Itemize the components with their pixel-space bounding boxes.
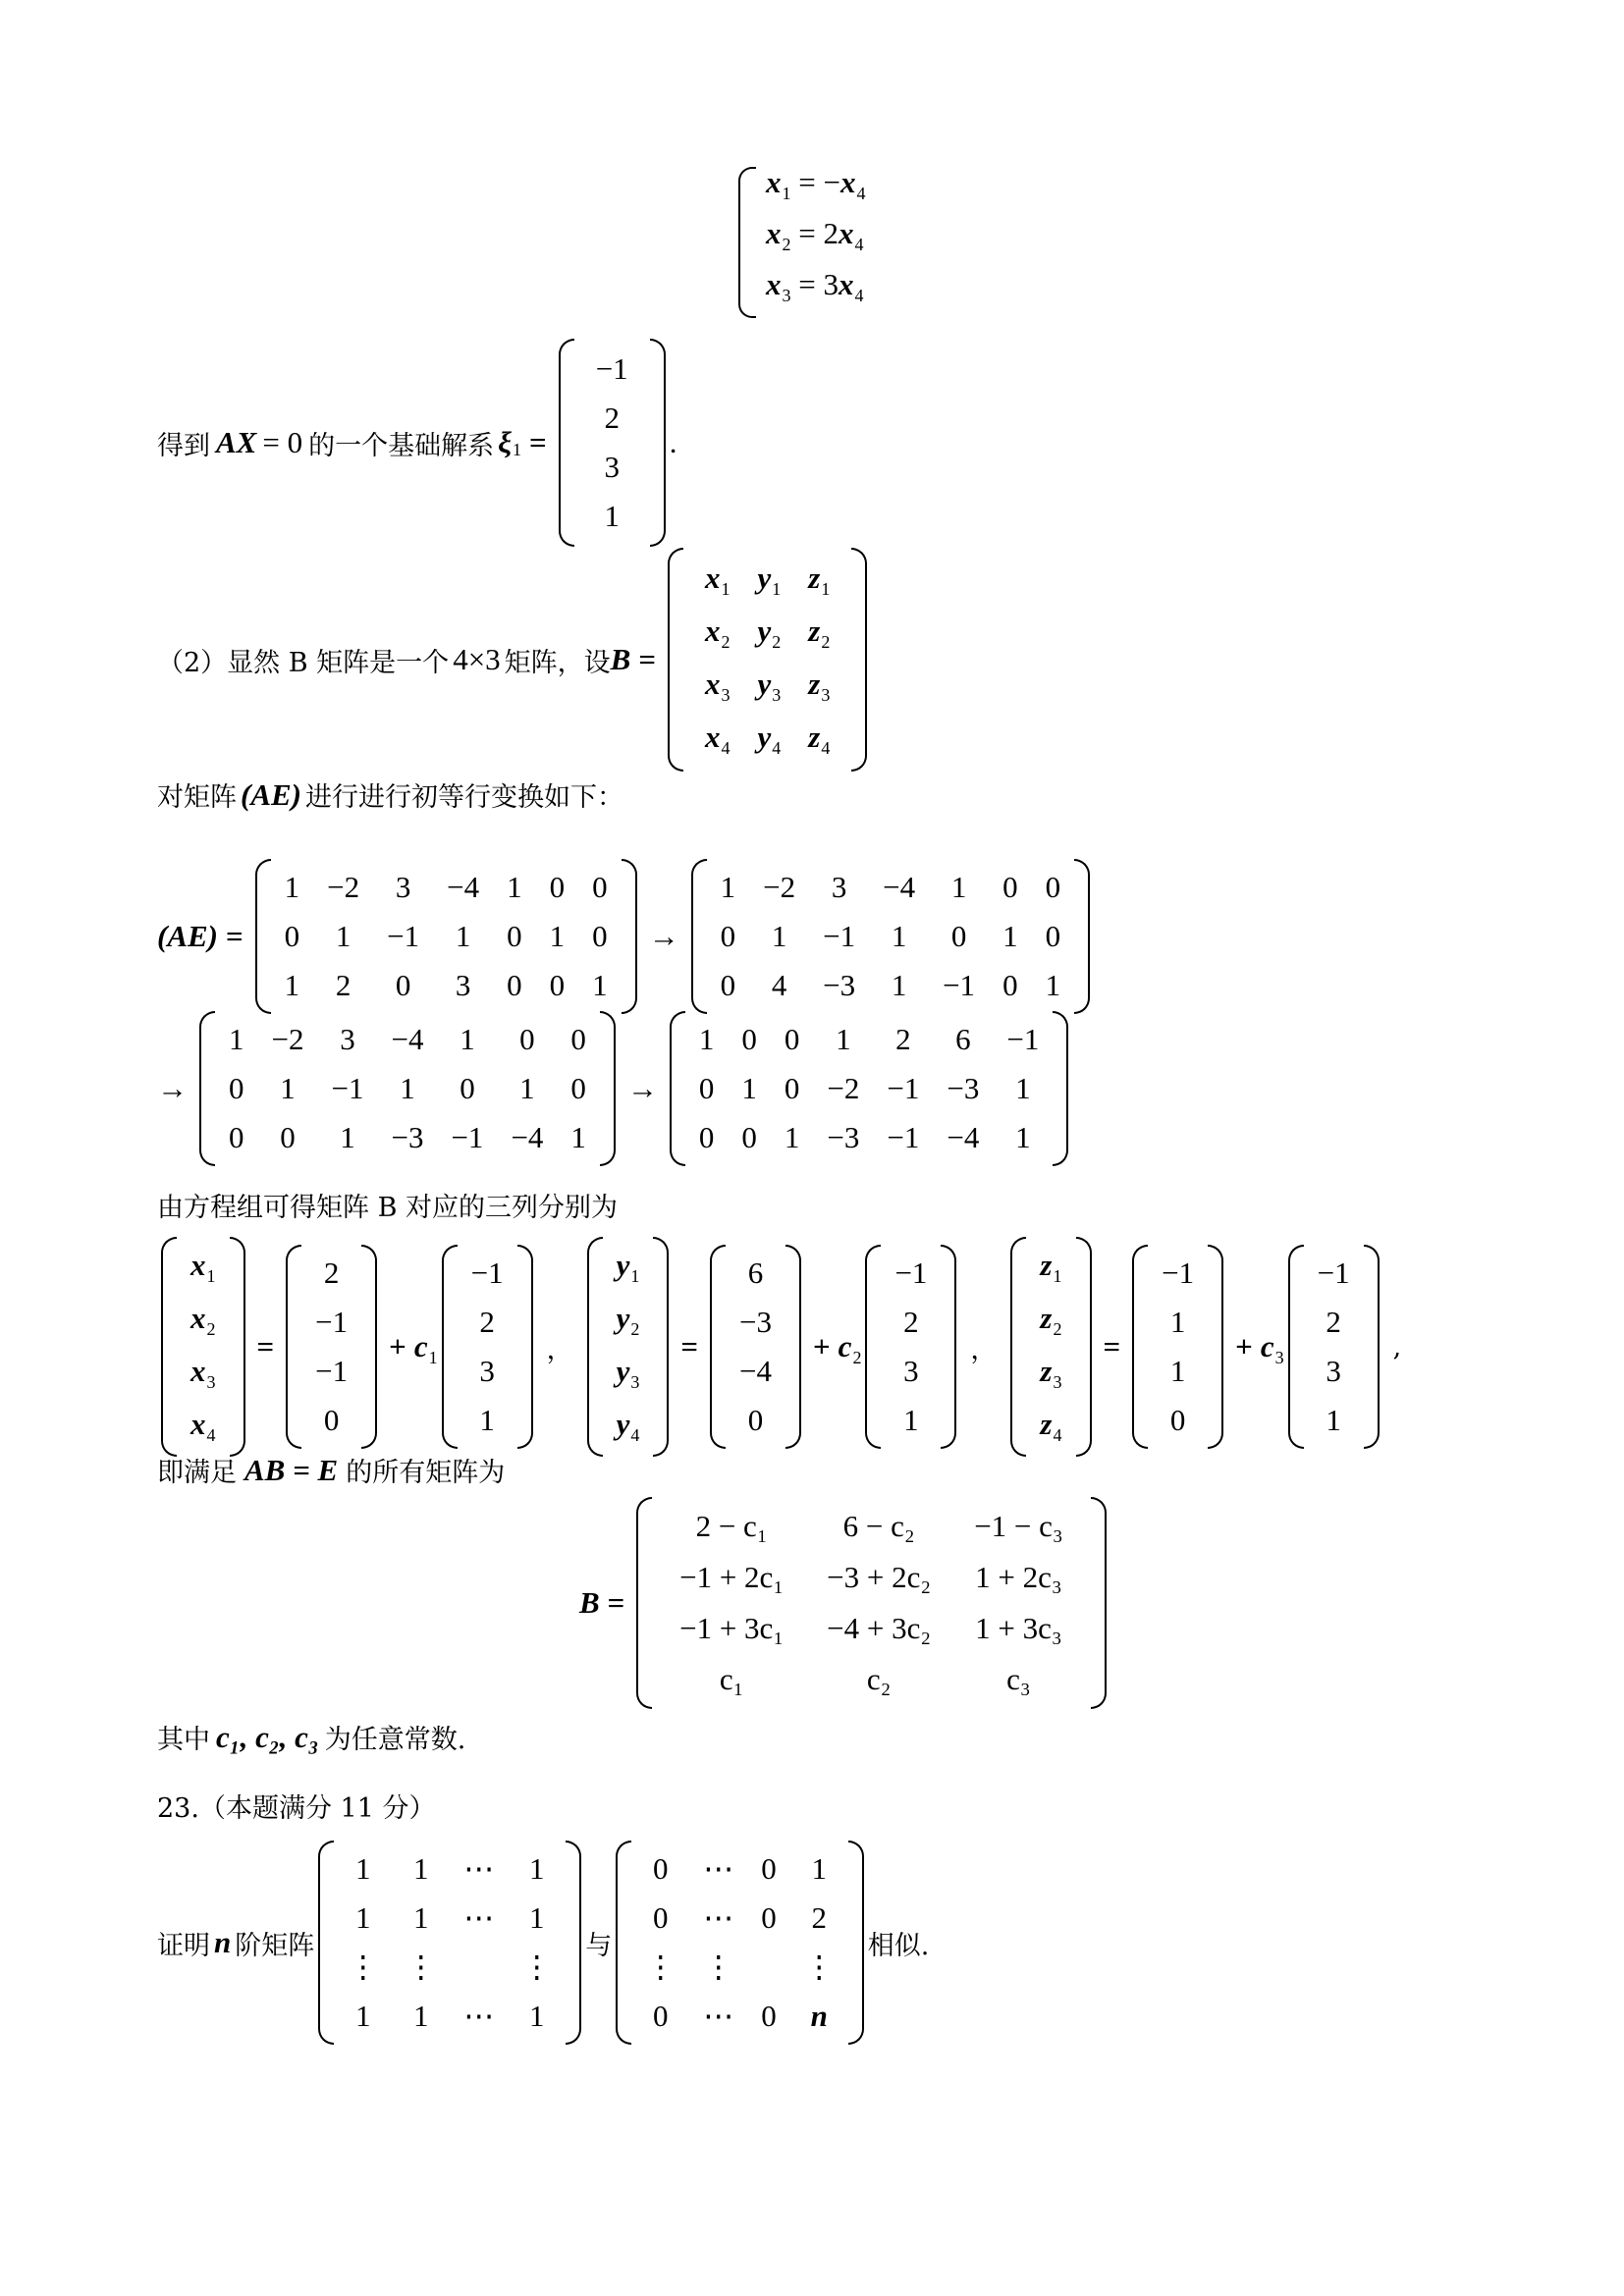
- matrix-cell: $x_4$: [190, 1407, 216, 1445]
- matrix-cell: $x_1$: [190, 1248, 216, 1286]
- matrix-cell: 0: [519, 1022, 535, 1056]
- b-entry: 6 − c₂: [842, 1509, 915, 1543]
- transform-row-2: [157, 1011, 1072, 1166]
- text-prefix: （2）显然 B 矩阵是一个: [157, 647, 450, 678]
- matrix-cell: 1: [284, 870, 300, 904]
- matrix-cell: −1: [451, 1120, 484, 1154]
- math-ax: AX: [216, 425, 257, 459]
- b-general-matrix: [636, 1497, 1107, 1709]
- matrix-cell: 3: [340, 1022, 355, 1056]
- matrix-cell: 1: [698, 1022, 715, 1056]
- matrix-3: [199, 1011, 616, 1166]
- math-c2: $c_2$: [838, 1329, 862, 1367]
- b-entry: 1 + 2c₃: [975, 1560, 1062, 1594]
- matrix-cell: $z_1$: [808, 561, 831, 599]
- z-particular: [1132, 1245, 1223, 1449]
- matrix-cell: 0: [950, 919, 967, 953]
- x-vector: [161, 1237, 245, 1457]
- matrix-cell: $x_1$: [705, 561, 731, 599]
- matrix-cell: 1: [903, 1403, 919, 1437]
- matrix-cell: 1: [1045, 968, 1061, 1002]
- b-entry: c₂: [866, 1662, 892, 1696]
- matrix-cell: 1: [460, 1022, 475, 1056]
- matrix-cell: 2: [895, 1022, 911, 1056]
- matrix-cell: 0: [323, 1403, 340, 1437]
- matrix-cell: 1: [507, 870, 522, 904]
- y-vector: [587, 1237, 670, 1457]
- y-particular: [710, 1245, 801, 1449]
- matrix-cell: 1: [592, 968, 608, 1002]
- arrow-3: →: [626, 1071, 658, 1105]
- transform-row-1: (AE) = 1 −2 3 −4 1 0 0 0 1 −1 1 0 1 0 1 2 0 3 0 0 1 → 1 −2 3 −4 1 0 0 0 1 −1 1 0 1 0 0 4 −3 1 −1 0 1: [157, 859, 1094, 1014]
- matrix-cell: −1: [823, 919, 856, 953]
- matrix-cell: $x_3$: [190, 1354, 216, 1392]
- matrix-cell: ⋮: [406, 1949, 437, 1984]
- system-eq-3: $x_3 = 3x_4$: [766, 267, 864, 305]
- matrix-cell: 2: [604, 400, 620, 435]
- matrix-cell: 0: [720, 968, 736, 1002]
- matrix-cell: 1: [1169, 1305, 1186, 1339]
- matrix-cell: 6: [747, 1255, 764, 1290]
- columns-intro: 由方程组可得矩阵 B 对应的三列分别为: [157, 1193, 619, 1223]
- matrix-cell: 0: [284, 919, 300, 953]
- matrix-cell: −3: [391, 1120, 424, 1154]
- matrix-cell: 0: [784, 1071, 800, 1105]
- matrix-cell: −3: [823, 968, 856, 1002]
- problem-23-title: 23.（本题满分 11 分）: [157, 1793, 436, 1824]
- matrix-cell: 1: [529, 1999, 545, 2033]
- matrix-cell: 0: [570, 1071, 586, 1105]
- matrix-cell: 0: [280, 1120, 296, 1154]
- matrix-cell: −2: [763, 870, 796, 904]
- math-eq0: = 0: [262, 425, 303, 459]
- system-eq-2: $x_2 = 2x_4$: [766, 216, 864, 254]
- define-b-line: （2）显然 B 矩阵是一个 4×3 矩阵，设 B = $x_1$ $y_1$ $z_1$ $x_2$ $y_2$ $z_2$ $x_3$ $y_3$ $z_3$ $x_4$ $y_4$ $z_4$: [157, 548, 871, 772]
- matrix-cell: 0: [592, 870, 608, 904]
- matrix-cell: 0: [460, 1071, 475, 1105]
- matrix-cell: $z_3$: [1040, 1354, 1062, 1392]
- matrix-cell: 0: [653, 1999, 669, 2033]
- last-col-matrix: [616, 1841, 864, 2045]
- matrix-cell: 1: [1015, 1071, 1031, 1105]
- matrix-cell: −2: [327, 870, 360, 904]
- matrix-cell: $z_4$: [808, 720, 831, 758]
- b-entry: c₁: [719, 1662, 744, 1696]
- matrix-cell: 1: [720, 870, 736, 904]
- matrix-cell: 1: [950, 870, 967, 904]
- math-b-label: B =: [579, 1585, 625, 1620]
- matrix-cell: −1: [943, 968, 976, 1002]
- math-dim: 4×3: [453, 642, 501, 676]
- matrix-cell: 1: [355, 1851, 371, 1886]
- matrix-cell: −3: [947, 1071, 980, 1105]
- matrix-cell: 3: [479, 1354, 495, 1388]
- arrow-2: →: [157, 1071, 188, 1105]
- matrix-cell: 1: [413, 1999, 429, 2033]
- matrix-cell: ⋯: [703, 1851, 734, 1886]
- matrix-cell: $y_4$: [757, 720, 782, 758]
- matrix-cell: 6: [955, 1022, 971, 1056]
- matrix-cell: 1: [479, 1403, 495, 1437]
- matrix-cell: 1: [604, 499, 620, 533]
- matrix-cell: 0: [570, 1022, 586, 1056]
- matrix-cell: ⋯: [703, 1900, 734, 1935]
- matrix-cell: −1: [331, 1071, 364, 1105]
- b-general-solution: [579, 1497, 1110, 1709]
- matrix-cell: −3: [739, 1305, 772, 1339]
- matrix-cell: −1: [387, 919, 420, 953]
- matrix-cell: 1: [1015, 1120, 1031, 1154]
- matrix-cell: 1: [413, 1851, 429, 1886]
- matrix-cell: 0: [653, 1900, 669, 1935]
- matrix-cell: 2: [335, 968, 352, 1002]
- matrix-cell: $y_1$: [757, 561, 782, 599]
- system-brace: [738, 167, 756, 318]
- matrix-cell: −1: [894, 1255, 928, 1290]
- matrix-cell: 0: [229, 1071, 244, 1105]
- matrix-cell: −1: [315, 1305, 349, 1339]
- matrix-cell: 0: [784, 1022, 800, 1056]
- matrix-cell: ⋯: [463, 1900, 495, 1935]
- system-eq-1: $x_1 = -x_4$: [766, 165, 866, 203]
- math-n: n: [214, 1925, 232, 1959]
- matrix-cell: 1: [891, 919, 907, 953]
- matrix-cell: $z_4$: [1040, 1407, 1062, 1445]
- matrix-cell: −1: [470, 1255, 504, 1290]
- matrix-cell: 0: [761, 1900, 777, 1935]
- matrix-cell: n: [810, 1999, 828, 2033]
- matrix-cell: 0: [698, 1071, 715, 1105]
- matrix-cell: 1: [836, 1022, 851, 1056]
- matrix-cell: −1: [887, 1071, 920, 1105]
- math-ab-e: AB = E: [244, 1452, 339, 1487]
- math-constants: c₁, c₂, c₃: [216, 1719, 319, 1754]
- b-entry: −3 + 2c₂: [827, 1560, 932, 1594]
- text-prefix: 得到: [157, 430, 210, 461]
- matrix-cell: ⋮: [703, 1949, 734, 1984]
- matrix-cell: 0: [698, 1120, 715, 1154]
- matrix-cell: 1: [1002, 919, 1018, 953]
- matrix-cell: $z_1$: [1040, 1248, 1062, 1286]
- matrix-cell: 1: [811, 1851, 827, 1886]
- matrix-cell: 1: [400, 1071, 415, 1105]
- matrix-cell: $x_3$: [705, 667, 731, 705]
- matrix-cell: $z_2$: [1040, 1301, 1062, 1339]
- matrix-cell: 3: [455, 968, 471, 1002]
- matrix-cell: −1: [1162, 1255, 1195, 1290]
- matrix-cell: 0: [507, 968, 522, 1002]
- matrix-cell: 1: [529, 1851, 545, 1886]
- matrix-cell: 0: [592, 919, 608, 953]
- matrix-cell: 0: [395, 968, 411, 1002]
- matrix-cell: 1: [355, 1999, 371, 2033]
- math-b: B: [610, 642, 631, 676]
- matrix-cell: $y_4$: [616, 1407, 640, 1445]
- row-op-intro: 对矩阵 (AE) 进行进行初等行变换如下：: [157, 776, 623, 813]
- matrix-cell: ⋮: [348, 1949, 379, 1984]
- matrix-cell: $y_1$: [616, 1248, 640, 1286]
- matrix-cell: 0: [1002, 968, 1018, 1002]
- matrix-cell: −1: [1006, 1022, 1040, 1056]
- b-entry: −1 + 2c₁: [679, 1560, 785, 1594]
- matrix-cell: $x_2$: [190, 1301, 216, 1339]
- matrix-cell: 3: [1326, 1354, 1341, 1388]
- matrix-cell: −4: [883, 870, 916, 904]
- matrix-cell: 1: [355, 1900, 371, 1935]
- matrix-cell: 0: [549, 968, 566, 1002]
- matrix-cell: 1: [1169, 1354, 1186, 1388]
- matrix-cell: $x_2$: [705, 614, 731, 652]
- matrix-cell: 3: [604, 450, 620, 484]
- matrix-1: [255, 859, 637, 1014]
- z-homogeneous: [1288, 1245, 1380, 1449]
- matrix-cell: 0: [1002, 870, 1018, 904]
- b-entry: c₃: [1006, 1662, 1031, 1696]
- matrix-cell: 1: [570, 1120, 586, 1154]
- matrix-cell: 1: [891, 968, 907, 1002]
- matrix-cell: $y_3$: [616, 1354, 640, 1392]
- matrix-cell: ⋮: [803, 1949, 835, 1984]
- matrix-cell: 2: [811, 1900, 827, 1935]
- b-matrix-xyz: [668, 548, 867, 772]
- text-mid: 矩阵，设: [504, 647, 611, 678]
- matrix-cell: 3: [903, 1354, 919, 1388]
- matrix-2: [691, 859, 1090, 1014]
- x-homogeneous: [442, 1245, 533, 1449]
- y-homogeneous: [865, 1245, 956, 1449]
- ones-matrix: [318, 1841, 581, 2045]
- matrix-cell: ⋯: [703, 1999, 734, 2033]
- matrix-cell: 1: [519, 1071, 535, 1105]
- math-c1: $c_1$: [413, 1329, 438, 1367]
- matrix-cell: 1: [335, 919, 352, 953]
- matrix-cell: $x_4$: [705, 720, 731, 758]
- matrix-cell: 0: [741, 1120, 757, 1154]
- matrix-cell: ⋯: [463, 1851, 495, 1886]
- matrix-cell: 1: [529, 1900, 545, 1935]
- b-entry: −4 + 3c₂: [827, 1611, 932, 1645]
- matrix-cell: 0: [1045, 919, 1061, 953]
- arrow-1: →: [648, 919, 679, 953]
- matrix-cell: 0: [720, 919, 736, 953]
- matrix-cell: 0: [507, 919, 522, 953]
- matrix-cell: $z_3$: [808, 667, 831, 705]
- matrix-cell: ⋮: [645, 1949, 677, 1984]
- b-entry: 2 − c₁: [695, 1509, 768, 1543]
- matrix-cell: 0: [761, 1999, 777, 2033]
- matrix-cell: 1: [280, 1071, 296, 1105]
- matrix-cell: $y_2$: [757, 614, 782, 652]
- problem-23-statement: 证明 n 阶矩阵 1 1 ⋯ 1 1 1 ⋯ 1 ⋮ ⋮ ⋮ 1 1 ⋯ 1 与 0 ⋯ 0 1 0 ⋯ 0 2 ⋮ ⋮ ⋮ 0 ⋯ 0 n 相似.: [157, 1841, 929, 2045]
- matrix-cell: 3: [395, 870, 411, 904]
- basis-solution-line: 得到 AX = 0 的一个基础解系 ξ 1 = −1 2 3 1 .: [157, 339, 677, 547]
- matrix-cell: 1: [1326, 1403, 1341, 1437]
- math-c3: $c_3$: [1260, 1329, 1284, 1367]
- all-matrices-intro: 即满足 AB = E 的所有矩阵为: [157, 1452, 506, 1488]
- matrix-cell: −2: [827, 1071, 860, 1105]
- matrix-cell: 0: [549, 870, 566, 904]
- constants-note: 其中 c₁, c₂, c₃ 为任意常数.: [157, 1719, 466, 1755]
- matrix-cell: 1: [413, 1900, 429, 1935]
- matrix-cell: 0: [229, 1120, 244, 1154]
- matrix-cell: 1: [741, 1071, 757, 1105]
- matrix-cell: ⋯: [463, 1999, 495, 2033]
- equals-sign: =: [529, 425, 547, 459]
- matrix-cell: $y_3$: [757, 667, 782, 705]
- matrix-cell: 1: [455, 919, 471, 953]
- b-entry: 1 + 3c₃: [975, 1611, 1062, 1645]
- z-vector: [1010, 1237, 1091, 1457]
- matrix-cell: $y_2$: [616, 1301, 640, 1339]
- matrix-cell: 1: [784, 1120, 800, 1154]
- b-entry: −1 − c₃: [974, 1509, 1063, 1543]
- x-particular: [286, 1245, 377, 1449]
- matrix-cell: 2: [323, 1255, 340, 1290]
- matrix-4: [670, 1011, 1068, 1166]
- matrix-cell: 0: [741, 1022, 757, 1056]
- matrix-cell: −4: [739, 1354, 772, 1388]
- matrix-cell: 1: [549, 919, 566, 953]
- text-mid: 的一个基础解系: [308, 430, 495, 461]
- matrix-cell: −4: [947, 1120, 980, 1154]
- matrix-cell: −1: [887, 1120, 920, 1154]
- math-ae: (AE): [241, 776, 301, 812]
- matrix-cell: −1: [595, 351, 628, 386]
- matrix-cell: $z_2$: [808, 614, 831, 652]
- matrix-cell: 0: [761, 1851, 777, 1886]
- matrix-cell: 2: [1326, 1305, 1341, 1339]
- matrix-cell: 0: [747, 1403, 764, 1437]
- matrix-cell: −3: [827, 1120, 860, 1154]
- matrix-cell: 0: [1045, 870, 1061, 904]
- matrix-cell: 2: [479, 1305, 495, 1339]
- b-entry: −1 + 3c₁: [679, 1611, 785, 1645]
- math-xi: ξ: [498, 425, 513, 459]
- matrix-cell: 2: [903, 1305, 919, 1339]
- matrix-cell: 0: [1169, 1403, 1186, 1437]
- columns-row: $x_1$ $x_2$ $x_3$ $x_4$ = 2 −1 −1 0 + $c_1$ −1 2 3 1 ， $y_1$ $y_2$ $y_3$ $y_4$ = 6 −3 −4 0 + $c_2$ −1 2 3 1 ， $z_1$ $z_2$ $z_3$ $z_4$ = −1 1 1 0 + $c_3$ −1 2 3 1 ,: [157, 1237, 1411, 1457]
- matrix-cell: 1: [771, 919, 787, 953]
- math-ae-label: (AE): [157, 919, 218, 953]
- matrix-cell: −2: [271, 1022, 304, 1056]
- matrix-cell: −1: [1317, 1255, 1350, 1290]
- matrix-cell: −4: [447, 870, 480, 904]
- matrix-cell: 1: [284, 968, 300, 1002]
- matrix-cell: −4: [511, 1120, 544, 1154]
- matrix-cell: 3: [831, 870, 847, 904]
- matrix-cell: −1: [315, 1354, 349, 1388]
- xi1-vector: [559, 339, 666, 547]
- matrix-cell: 4: [771, 968, 787, 1002]
- matrix-cell: 1: [340, 1120, 355, 1154]
- matrix-cell: −4: [391, 1022, 424, 1056]
- matrix-cell: 0: [653, 1851, 669, 1886]
- matrix-cell: 1: [229, 1022, 244, 1056]
- matrix-cell: ⋮: [521, 1949, 553, 1984]
